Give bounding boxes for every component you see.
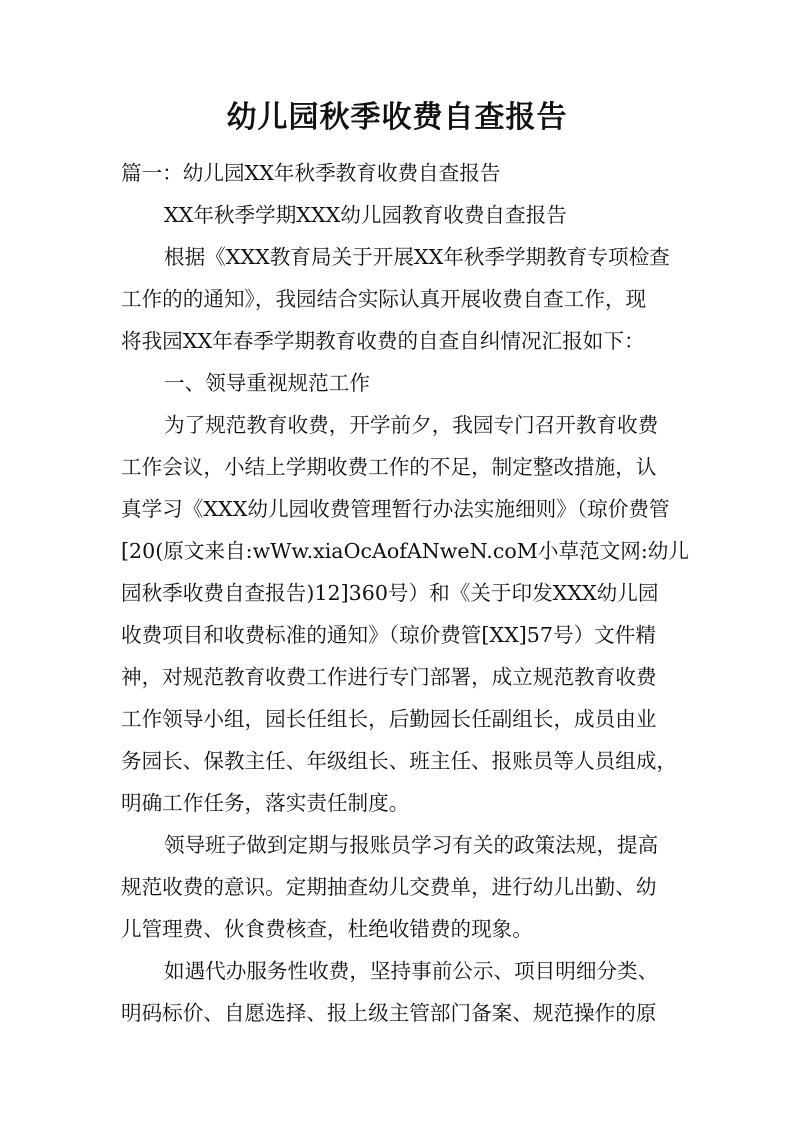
document-title: 幼儿园秋季收费自查报告 <box>226 100 568 135</box>
paragraph-line: 将我园XX年春季学期教育收费的自查自纠情况汇报如下： <box>121 329 645 353</box>
paragraph-line: 明确工作任务，落实责任制度。 <box>121 791 410 815</box>
paragraph-line: 园秋季收费自查报告)12]360号）和《关于印发XXX幼儿园 <box>121 581 659 605</box>
paragraph-line: 务园长、保教主任、年级组长、班主任、报账员等人员组成， <box>121 749 678 773</box>
report-subtitle: XX年秋季学期XXX幼儿园教育收费自查报告 <box>164 203 567 227</box>
paragraph-line: 真学习《XXX幼儿园收费管理暂行办法实施细则》（琼价费管 <box>121 497 670 521</box>
paragraph-line: 工作领导小组，园长任组长，后勤园长任副组长，成员由业 <box>121 707 657 731</box>
paragraph-line: 明码标价、自愿选择、报上级主管部门备案、规范操作的原 <box>121 1001 657 1025</box>
paragraph-line: 儿管理费、伙食费核查，杜绝收错费的现象。 <box>121 917 533 941</box>
paragraph-line: 规范收费的意识。定期抽查幼儿交费单，进行幼儿出勤、幼 <box>121 875 657 899</box>
paragraph-line: 工作的的通知》，我园结合实际认真开展收费自查工作，现 <box>121 287 647 311</box>
paragraph-line: 收费项目和收费标准的通知》（琼价费管[XX]57号）文件精 <box>121 623 656 647</box>
paragraph-line: 为了规范教育收费，开学前夕，我园专门召开教育收费 <box>164 413 659 437</box>
paragraph-line: [20(原文来自:wWw.xiaOcAofANweN.coM小草范文网:幼儿 <box>121 539 689 563</box>
section-heading: 篇一：幼儿园XX年秋季教育收费自查报告 <box>121 161 501 185</box>
paragraph-line: 工作会议，小结上学期收费工作的不足，制定整改措施，认 <box>121 455 657 479</box>
paragraph-line: 领导班子做到定期与报账员学习有关的政策法规，提高 <box>164 833 659 857</box>
paragraph-line: 神，对规范教育收费工作进行专门部署，成立规范教育收费 <box>121 665 657 689</box>
paragraph-line: 如遇代办服务性收费，坚持事前公示、项目明细分类、 <box>164 959 659 983</box>
section-heading: 一、领导重视规范工作 <box>164 371 370 395</box>
paragraph-line: 根据《XXX教育局关于开展XX年秋季学期教育专项检查 <box>164 245 670 269</box>
